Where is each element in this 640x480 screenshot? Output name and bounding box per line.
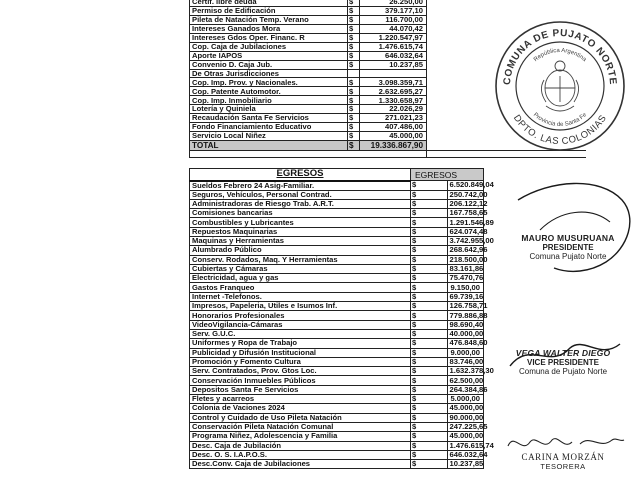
egreso-currency: $ — [411, 292, 448, 301]
egreso-amount: 476.848,60 — [447, 339, 484, 348]
ingreso-currency: $ — [348, 87, 360, 96]
egreso-currency: $ — [411, 218, 448, 227]
total-currency: $ — [348, 141, 360, 151]
egreso-label: Fletes y acarreos — [190, 395, 411, 404]
egreso-row — [190, 246, 484, 255]
egreso-currency: $ — [411, 246, 448, 255]
egreso-row — [190, 236, 484, 245]
coat-of-arms-icon — [541, 61, 578, 111]
ingreso-currency: $ — [348, 15, 360, 24]
egreso-row — [190, 422, 484, 431]
egreso-amount: 40.000,00 — [447, 329, 484, 338]
signer-name: CARINA MORZÁN — [521, 452, 605, 462]
egreso-amount: 247.225,65 — [447, 422, 484, 431]
egreso-row — [190, 432, 484, 441]
ingreso-label: Convenio D. Caja Jub. — [190, 60, 348, 69]
egreso-amount: 1.291.546,89 — [447, 218, 484, 227]
egreso-amount: 206.122,12 — [447, 199, 484, 208]
ingreso-label: Intereses Gdos Oper. Financ. R — [190, 33, 348, 42]
egreso-amount: 1.476.615,74 — [447, 441, 484, 450]
egreso-label: Programa Niñez, Adolescencia y Familia — [190, 432, 411, 441]
egreso-amount: 779.886,88 — [447, 311, 484, 320]
egreso-amount: 9.150,00 — [447, 283, 484, 292]
egreso-currency: $ — [411, 199, 448, 208]
seal-inner-top-text: República Argentina — [532, 47, 588, 64]
seal-bottom-text: DPTO. LAS COLONIAS — [510, 112, 610, 148]
signer-role: VICE PRESIDENTE — [526, 358, 599, 367]
egreso-row — [190, 339, 484, 348]
egreso-amount: 268.642,96 — [447, 246, 484, 255]
egreso-currency: $ — [411, 255, 448, 264]
ingreso-currency: $ — [348, 33, 360, 42]
ingreso-amount: 45.000,00 — [360, 132, 427, 141]
ingreso-amount: 116.700,00 — [360, 15, 427, 24]
egreso-currency: $ — [411, 329, 448, 338]
ingreso-label: Cop. Caja de Jubilaciones — [190, 42, 348, 51]
egreso-amount: 98.690,40 — [447, 320, 484, 329]
egresos-column-heading: EGRESOS — [411, 169, 484, 181]
egreso-amount: 264.384,86 — [447, 385, 484, 394]
egreso-row — [190, 283, 484, 292]
egreso-row — [190, 311, 484, 320]
egreso-currency: $ — [411, 404, 448, 413]
ingreso-currency: $ — [348, 114, 360, 123]
egresos-table — [189, 168, 494, 469]
egreso-label: VideoVigilancia-Cámaras — [190, 320, 411, 329]
total-label: TOTAL — [190, 141, 348, 151]
egreso-amount: 624.074,48 — [447, 227, 484, 236]
egresos-body — [190, 168, 494, 469]
ingreso-label: Fondo Financiamiento Educativo — [190, 123, 348, 132]
egreso-amount: 218.500,00 — [447, 255, 484, 264]
egreso-label: Administradoras de Riesgo Trab. A.R.T. — [190, 199, 411, 208]
egreso-amount: 45.000,00 — [447, 432, 484, 441]
ingreso-label: Pileta de Natación Temp. Verano — [190, 15, 348, 24]
egresos-header-row — [190, 169, 484, 181]
egreso-row — [190, 255, 484, 264]
ingreso-currency: $ — [348, 96, 360, 105]
ingreso-amount: 407.486,00 — [360, 123, 427, 132]
egreso-amount: 3.742.955,00 — [447, 236, 484, 245]
egreso-label: Control y Cuidado de Uso Pileta Natación — [190, 413, 411, 422]
egreso-amount: 6.520.849,04 — [447, 181, 484, 191]
egreso-row — [190, 441, 484, 450]
ingreso-currency: $ — [348, 42, 360, 51]
signer-name: MAURO MUSURUANA — [521, 233, 615, 243]
egreso-currency: $ — [411, 236, 448, 245]
egreso-currency: $ — [411, 264, 448, 273]
egreso-label: Repuestos Maquinarias — [190, 227, 411, 236]
egreso-label: Promoción y Fomento Cultura — [190, 357, 411, 366]
ingreso-amount: 2.632.695,27 — [360, 87, 427, 96]
egreso-currency: $ — [411, 348, 448, 357]
egreso-amount: 90.000,00 — [447, 413, 484, 422]
ingreso-label: Aporte IAPOS — [190, 51, 348, 60]
signer-role: PRESIDENTE — [542, 243, 594, 252]
egreso-row — [190, 450, 484, 459]
ingreso-amount: 1.220.547,97 — [360, 33, 427, 42]
egreso-amount: 126.758,71 — [447, 302, 484, 311]
egreso-label: Serv. G.U.C. — [190, 329, 411, 338]
egreso-row — [190, 329, 484, 338]
egresos-heading: EGRESOS — [190, 169, 411, 181]
egreso-row — [190, 413, 484, 422]
egreso-label: Gastos Franqueo — [190, 283, 411, 292]
egreso-amount: 1.632.378,30 — [447, 367, 484, 376]
egreso-currency: $ — [411, 395, 448, 404]
egreso-row — [190, 385, 484, 394]
ingreso-amount: 379.177,10 — [360, 6, 427, 15]
egreso-label: Alumbrado Público — [190, 246, 411, 255]
egreso-currency: $ — [411, 209, 448, 218]
ingreso-amount: 44.070,42 — [360, 24, 427, 33]
egreso-amount: 69.739,16 — [447, 292, 484, 301]
egreso-row — [190, 367, 484, 376]
egreso-currency: $ — [411, 460, 448, 469]
egreso-row — [190, 264, 484, 273]
egreso-currency: $ — [411, 376, 448, 385]
signature-block-vicepresident — [488, 348, 638, 376]
signer-org: Comuna Pujato Norte — [529, 252, 607, 261]
ingreso-amount: 1.330.658,97 — [360, 96, 427, 105]
egreso-row — [190, 395, 484, 404]
egreso-currency: $ — [411, 422, 448, 431]
egreso-currency: $ — [411, 274, 448, 283]
signature-block-president — [496, 233, 640, 261]
seal-inner-bottom-text: Provincia de Santa Fe — [531, 112, 589, 129]
egreso-currency: $ — [411, 432, 448, 441]
egreso-currency: $ — [411, 385, 448, 394]
egreso-amount: 83.746,00 — [447, 357, 484, 366]
egreso-row — [190, 302, 484, 311]
ingreso-label: Cop. Imp. Prov. y Nacionales. — [190, 78, 348, 87]
egreso-row — [190, 199, 484, 208]
egreso-row — [190, 218, 484, 227]
egreso-row — [190, 274, 484, 283]
egreso-amount: 9.000,00 — [447, 348, 484, 357]
egreso-currency: $ — [411, 367, 448, 376]
egreso-row — [190, 357, 484, 366]
egreso-currency: $ — [411, 450, 448, 459]
egreso-amount: 250.742,00 — [447, 190, 484, 199]
ingreso-amount: 22.026,29 — [360, 105, 427, 114]
signer-role: TESORERA — [540, 462, 586, 471]
egreso-label: Honorarios Profesionales — [190, 311, 411, 320]
egreso-label: Desc.Conv. Caja de Jubilaciones — [190, 460, 411, 469]
egreso-label: Sueldos Febrero 24 Asig-Familiar. — [190, 181, 411, 191]
egreso-currency: $ — [411, 302, 448, 311]
egreso-label: Desc. Caja de Jubilación — [190, 441, 411, 450]
egreso-row — [190, 190, 484, 199]
ingreso-currency: $ — [348, 0, 360, 6]
ingreso-label: Permiso de Edificación — [190, 6, 348, 15]
ingreso-currency: $ — [348, 60, 360, 69]
egreso-amount: 10.237,85 — [447, 460, 484, 469]
egreso-row — [190, 376, 484, 385]
egreso-row — [190, 460, 484, 469]
egreso-label: Impresos, Papeleria, Utiles e Isumos Inf. — [190, 302, 411, 311]
egreso-row — [190, 209, 484, 218]
egreso-currency: $ — [411, 181, 448, 191]
egreso-currency: $ — [411, 357, 448, 366]
ingreso-currency: $ — [348, 132, 360, 141]
ingreso-currency — [348, 69, 360, 78]
egreso-label: Electricidad, agua y gas — [190, 274, 411, 283]
egreso-currency: $ — [411, 283, 448, 292]
ingreso-amount: 1.476.615,74 — [360, 42, 427, 51]
ingreso-amount: 271.021,23 — [360, 114, 427, 123]
egreso-amount: 45.000,00 — [447, 404, 484, 413]
egreso-label: Depositos Santa Fe Servicios — [190, 385, 411, 394]
ingreso-label: Intereses Ganados Mora — [190, 24, 348, 33]
egreso-row — [190, 292, 484, 301]
egreso-row — [190, 320, 484, 329]
ingreso-label: Cop. Imp. Inmobiliario — [190, 96, 348, 105]
signer-org: Comuna de Pujato Norte — [518, 367, 608, 376]
egreso-label: Comisiones bancarias — [190, 209, 411, 218]
egreso-label: Combustibles y Lubricantes — [190, 218, 411, 227]
egreso-label: Publicidad y Difusión Institucional — [190, 348, 411, 357]
ingreso-label: Lotería y Quiniela — [190, 105, 348, 114]
signature-block-treasurer — [488, 452, 638, 471]
egreso-label: Cubiertas y Cámaras — [190, 264, 411, 273]
egreso-label: Conserv. Rodados, Maq. Y Herramientas — [190, 255, 411, 264]
egreso-label: Desc. O. S. I.A.P.O.S. — [190, 450, 411, 459]
egreso-currency: $ — [411, 227, 448, 236]
egreso-row — [190, 181, 484, 191]
ingreso-label: Cop. Patente Automotor. — [190, 87, 348, 96]
egreso-currency: $ — [411, 413, 448, 422]
egreso-row — [190, 227, 484, 236]
egreso-label: Maquinas y Herramientas — [190, 236, 411, 245]
egreso-currency: $ — [411, 441, 448, 450]
ingreso-currency: $ — [348, 24, 360, 33]
egreso-label: Serv. Contratados, Prov. Gtos Loc. — [190, 367, 411, 376]
ingreso-label: Servicio Local Niñez — [190, 132, 348, 141]
comuna-seal — [492, 18, 628, 154]
spacer-cell — [190, 151, 427, 158]
signer-name: VEGA WALTER DIEGO — [515, 348, 611, 358]
ingreso-amount: 646.032,64 — [360, 51, 427, 60]
egreso-amount: 62.500,00 — [447, 376, 484, 385]
signature-scribble-president — [510, 170, 640, 280]
ingreso-currency: $ — [348, 123, 360, 132]
egreso-label: Seguros, Vehículos, Personal Contrad. — [190, 190, 411, 199]
egreso-currency: $ — [411, 190, 448, 199]
egreso-currency: $ — [411, 339, 448, 348]
ingreso-row — [190, 6, 586, 15]
ingreso-amount: 10.237,85 — [360, 60, 427, 69]
egreso-currency: $ — [411, 311, 448, 320]
egreso-label: Colonia de Vaciones 2024 — [190, 404, 411, 413]
total-amount: 19.336.867,90 — [360, 141, 427, 151]
egreso-label: Conservación Pileta Natación Comunal — [190, 422, 411, 431]
ingreso-currency: $ — [348, 105, 360, 114]
ingreso-label: De Otras Jurisdicciones — [190, 69, 348, 78]
ingreso-amount: 26.250,00 — [360, 0, 427, 6]
egreso-currency: $ — [411, 320, 448, 329]
egreso-label: Uniformes y Ropa de Trabajo — [190, 339, 411, 348]
ingreso-label: Certif. libre deuda — [190, 0, 348, 6]
ingreso-amount: 3.098.359,71 — [360, 78, 427, 87]
ingreso-currency: $ — [348, 51, 360, 60]
ingreso-currency: $ — [348, 6, 360, 15]
egreso-amount: 5.000,00 — [447, 395, 484, 404]
egreso-label: Internet -Telefonos. — [190, 292, 411, 301]
egreso-amount: 646.032,64 — [447, 450, 484, 459]
ingreso-label: Recaudación Santa Fe Servicios — [190, 114, 348, 123]
seal-top-text: COMUNA DE PUJATO NORTE — [501, 27, 619, 86]
ingreso-currency: $ — [348, 78, 360, 87]
egreso-amount: 75.470,76 — [447, 274, 484, 283]
egreso-amount: 83.161,86 — [447, 264, 484, 273]
egreso-row — [190, 404, 484, 413]
egreso-row — [190, 348, 484, 357]
ingreso-amount — [360, 69, 427, 78]
ingreso-gap — [427, 6, 586, 15]
egreso-amount: 167.758,65 — [447, 209, 484, 218]
egreso-label: Conservación Inmuebles Públicos — [190, 376, 411, 385]
